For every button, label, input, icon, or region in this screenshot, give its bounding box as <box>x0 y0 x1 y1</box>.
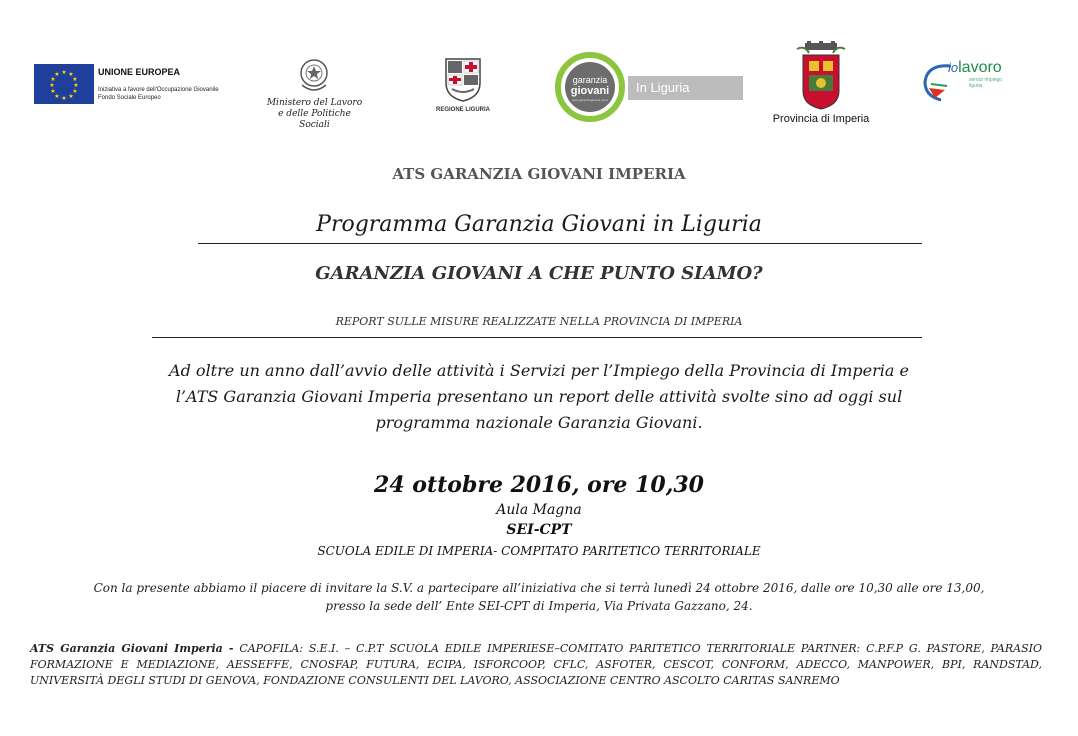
ministry-line-1: Ministero del Lavoro <box>266 98 363 108</box>
question-title: GARANZIA GIOVANI A CHE PUNTO SIAMO? <box>315 263 763 284</box>
iolavoro-word: lavoro <box>958 59 1002 76</box>
regione-liguria-label: REGIONE LIGURIA <box>435 107 490 113</box>
svg-text:★: ★ <box>73 82 79 89</box>
invitation-line-1: Con la presente abbiamo il piacere di invitare la S.V. a partecipare all’iniziativa che si terrà lunedì 24 ottobre 2016, dalle ore 10,30 alle ore 13,00, <box>93 581 985 595</box>
svg-text:★: ★ <box>54 93 60 100</box>
garanzia-word: garanzia <box>572 75 608 85</box>
venue-name: SEI-CPT <box>506 522 572 538</box>
iolavoro-prefix: io <box>948 60 959 75</box>
svg-text:★: ★ <box>61 69 67 76</box>
report-subtitle: REPORT SULLE MISURE REALIZZATE NELLA PROVINCIA DI IMPERIA <box>335 315 743 328</box>
svg-text:★: ★ <box>68 93 74 100</box>
garanzia-url: www.garanziagiovani.gov.it <box>572 98 608 102</box>
liguria-shield-icon <box>444 57 482 103</box>
eu-flag-icon <box>34 64 94 104</box>
title-divider <box>198 243 922 244</box>
imperia-crest-icon <box>795 41 847 111</box>
svg-text:★: ★ <box>72 88 78 95</box>
subtitle-divider <box>152 337 922 338</box>
event-date: 24 ottobre 2016, ore 10,30 <box>374 472 704 498</box>
program-title: Programma Garanzia Giovani in Liguria <box>316 212 762 237</box>
footer-partners: CAPOFILA: S.E.I. – C.P.T SCUOLA EDILE IMPERIESE–COMITATO PARITETICO TERRITORIALE PARTNER: C.P.F.P G. PASTORE, PARASIO FORMAZIONE E MEDIAZIONE, AESSEFFE, CNOSFAP, FUTURA, ECIPA, ISFORCOOP, CFLC, ASFOTER, CESCOT, CONFORM, ADECCO, MANPOWER, BPI, RANDSTAD, UNIVERSITÀ DEGLI STUDI DI GENOVA, FONDAZIONE CONSULENTI DEL LAVORO, ASSOCIAZIONE CENTRO ASCOLTO CARITAS SANREMO <box>30 642 1042 687</box>
svg-text:★: ★ <box>50 76 56 83</box>
invitation-line-2: presso la sede dell’ Ente SEI-CPT di Imperia, Via Privata Gazzano, 24. <box>325 599 753 613</box>
venue-full-name: SCUOLA EDILE DI IMPERIA- COMPITATO PARITETICO TERRITORIALE <box>317 544 761 558</box>
svg-text:★: ★ <box>49 82 55 89</box>
iolavoro-subtitle: servizi impiego liguria <box>969 77 1003 89</box>
garanzia-giovani-logo <box>555 52 625 122</box>
intro-line-2: l’ATS Garanzia Giovani Imperia presentano un report delle attività svolte sino ad oggi sul <box>175 387 903 406</box>
ministry-name <box>262 98 367 131</box>
svg-text:★: ★ <box>68 71 74 78</box>
svg-text:★: ★ <box>72 76 78 83</box>
giovani-word: giovani <box>570 85 610 97</box>
iolavoro-wordmark <box>948 59 1002 77</box>
intro-line-1: Ad oltre un anno dall’avvio delle attività i Servizi per l’Impiego della Provincia di Imperia e <box>169 361 909 380</box>
in-liguria-label: In Liguria <box>636 80 690 95</box>
svg-text:★: ★ <box>54 71 60 78</box>
provincia-imperia-label: Provincia di Imperia <box>772 113 870 125</box>
eu-title: UNIONE EUROPEA <box>98 67 181 77</box>
svg-text:★: ★ <box>50 88 56 95</box>
ats-heading: ATS GARANZIA GIOVANI IMPERIA <box>392 165 686 183</box>
italian-republic-emblem-icon <box>296 55 332 95</box>
intro-line-3: programma nazionale Garanzia Giovani. <box>375 413 703 432</box>
svg-text:★: ★ <box>61 95 67 102</box>
eu-subtitle-1: Iniziativa a favore dell'Occupazione Giovanile <box>98 87 219 93</box>
partners-footer <box>30 641 1042 689</box>
venue-room: Aula Magna <box>496 502 582 518</box>
footer-lead: ATS Garanzia Giovani Imperia - <box>30 642 234 655</box>
ministry-line-2: e delle Politiche Sociali <box>278 109 351 130</box>
eu-subtitle-2: Fondo Sociale Europeo <box>98 95 161 101</box>
